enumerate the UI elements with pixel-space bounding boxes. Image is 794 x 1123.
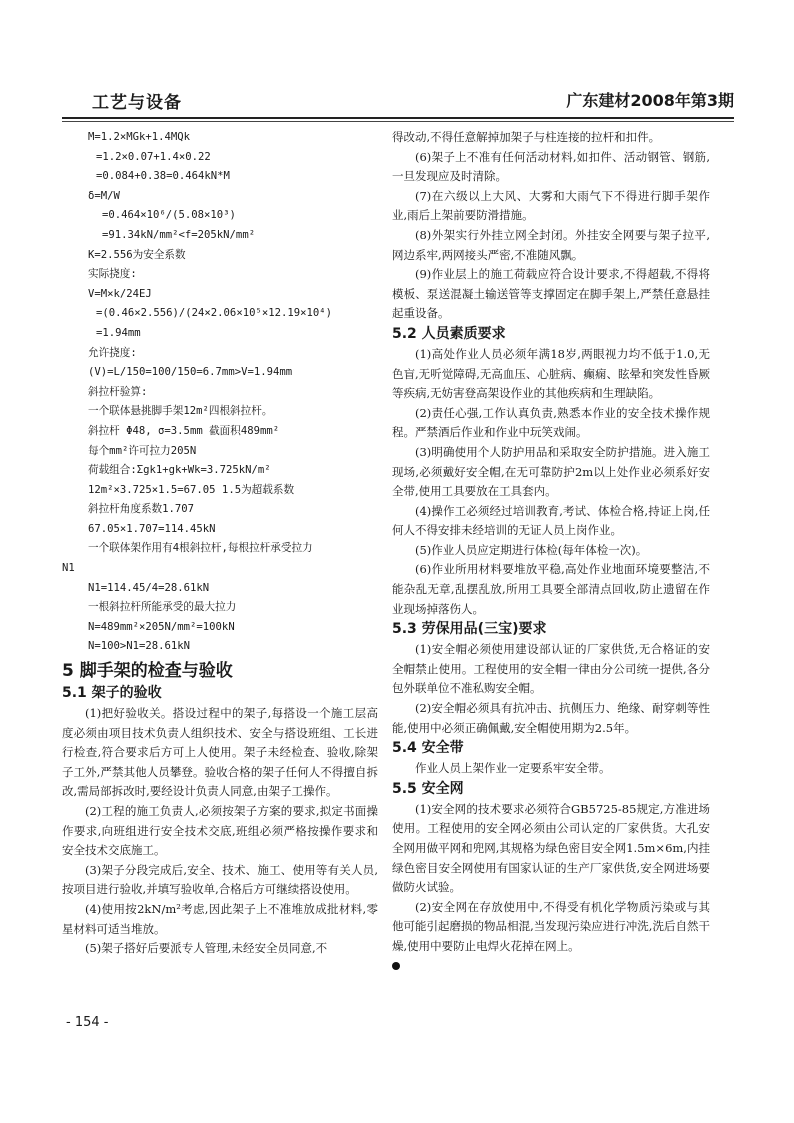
subsection-heading: 5.4 安全带	[392, 740, 464, 757]
calc-line: K=2.556为安全系数	[88, 248, 186, 261]
header-rule	[62, 117, 734, 119]
calc-line: N=100>N1=28.61kN	[88, 640, 191, 653]
calc-line: 一个联体悬挑脚手架12m²四根斜拉杆。	[88, 405, 273, 418]
calc-line: 斜拉杆 Φ48, σ=3.5mm 截面积489mm²	[88, 424, 280, 437]
page-number: - 154 -	[66, 1015, 109, 1030]
subsection-heading: 5.3 劳保用品(三宝)要求	[392, 621, 547, 638]
calc-line: 荷载组合:Σgk1+gk+Wk=3.725kN/m²	[88, 464, 271, 477]
calc-line: =0.464×10⁶/(5.08×10³)	[102, 209, 236, 222]
calc-line: 实际挠度:	[88, 268, 137, 281]
calc-line: 每个mm²许可拉力205N	[88, 444, 197, 457]
subsection-heading: 5.2 人员素质要求	[392, 325, 506, 342]
paragraph-continued: 得改动,不得任意解掉加架子与柱连接的拉杆和扣件。	[392, 130, 661, 144]
calc-line: (V)=L/150=100/150=6.7mm>V=1.94mm	[88, 366, 293, 379]
calc-line: 12m²×3.725×1.5=67.05 1.5为超载系数	[88, 483, 295, 496]
calc-line: 67.05×1.707=114.45kN	[88, 522, 216, 535]
calc-line: 斜拉杆验算:	[88, 385, 148, 398]
subsection-heading: 5.1 架子的验收	[62, 685, 162, 702]
calc-line: N1=114.45/4=28.61kN	[88, 581, 210, 594]
paragraph: (5)作业人员应定期进行体检(每年体检一次)。	[415, 542, 648, 557]
paragraph: (1)把好验收关。搭设过程中的架子,每搭设一个施工层高度必须由项目技术负责人组织技术、安全与搭设班组、工长进行检查,符合要求后方可上人使用。架子未经检查、验收,除架子工外,严禁其他人员攀登。验收合格的架子任何人不得擅自拆改,需局部拆改时,要经设计负责人同意,由架子工操作。	[62, 706, 378, 799]
subsection-heading: 5.5 安全网	[392, 780, 464, 797]
paragraph: (7)在六级以上大风、大雾和大雨气下不得进行脚手架作业,雨后上架前要防滑措施。	[392, 188, 710, 223]
paragraph: (6)架子上不准有任何活动材料,如扣件、活动钢管、钢筋,一旦发现应及时清除。	[392, 149, 710, 184]
calculation-block	[62, 128, 378, 657]
paragraph: (5)架子搭好后要派专人管理,未经安全员同意,不	[85, 941, 328, 956]
paragraph: (2)责任心强,工作认真负责,熟悉本作业的安全技术操作规程。严禁酒后作业和作业中玩笑戏闹。	[392, 405, 710, 440]
right-column	[392, 128, 710, 976]
calc-line: =0.084+0.38=0.464kN*M	[96, 170, 230, 183]
running-header	[62, 88, 734, 116]
section-heading: 5 脚手架的检查与验收	[62, 661, 233, 682]
paragraph: (9)作业层上的施工荷载应符合设计要求,不得超载,不得将模板、泵送混凝土输送管等支撑固定在脚手架上,严禁任意悬挂起重设备。	[392, 267, 710, 321]
left-column	[62, 128, 378, 959]
calc-line: 一个联体架作用有4根斜拉杆,每根拉杆承受拉力	[88, 542, 313, 555]
paragraph: (4)操作工必须经过培训教育,考试、体检合格,持证上岗,任何人不得安排未经培训的无证人员上岗作业。	[392, 503, 710, 538]
calc-line: =(0.46×2.556)/(24×2.06×10⁵×12.19×10⁴)	[96, 307, 332, 320]
calc-line: =91.34kN/mm²<f=205kN/mm²	[102, 228, 256, 241]
calc-line: =1.94mm	[96, 326, 141, 339]
calc-line: 一根斜拉杆所能承受的最大拉力	[88, 601, 237, 614]
paragraph: (2)工程的施工负责人,必须按架子方案的要求,拟定书面操作要求,向班组进行安全技术交底,班组必须严格按操作要求和安全技术交底施工。	[62, 804, 378, 858]
paragraph: (2)安全网在存放使用中,不得受有机化学物质污染或与其他可能引起磨损的物品相混,当发现污染应进行冲洗,洗后自然干燥,使用中要防止电焊火花掉在网上。	[392, 899, 710, 953]
paragraph: (2)安全帽必须具有抗冲击、抗侧压力、绝缘、耐穿刺等性能,使用中必须正确佩戴,安全帽使用期为2.5年。	[392, 701, 710, 735]
calc-line: =1.2×0.07+1.4×0.22	[96, 150, 211, 163]
calc-line: V=M×k/24EJ	[88, 287, 152, 300]
header-section-title: 工艺与设备	[92, 93, 182, 113]
calc-line: N=489mm²×205N/mm²=100kN	[88, 620, 235, 633]
paragraph: (4)使用按2kN/m²考虑,因此架子上不准堆放成批材料,零星材料可适当堆放。	[62, 901, 378, 936]
paragraph: (1)安全网的技术要求必须符合GB5725-85规定,方准进场使用。工程使用的安全网必须由公司认定的厂家供货。大孔安全网用做平网和兜网,其规格为绿色密目安全网1.5m×6m,内挂绿色密目安全网使用有国家认证的生产厂家供货,安全网进场要做防火试验。	[392, 801, 710, 895]
paragraph: (3)明确使用个人防护用品和采取安全防护措施。进入施工现场,必须戴好安全帽,在无可靠防护2m以上处作业必须系好安全带,使用工具要放在工具套内。	[392, 444, 710, 499]
calc-line: δ=M/W	[88, 189, 120, 202]
paragraph: (1)高处作业人员必须年满18岁,两眼视力均不低于1.0,无色盲,无听觉障碍,无高血压、心脏病、癫痫、眩晕和突发性昏厥等疾病,无妨害登高架设作业的其他疾病和生理缺陷。	[392, 346, 710, 401]
paragraph: 作业人员上架作业一定要系牢安全带。	[415, 761, 611, 776]
calc-line: N1	[62, 562, 75, 575]
paragraph: (1)安全帽必须使用建设部认证的厂家供货,无合格证的安全帽禁止使用。工程使用的安全帽一律由分公司统一提供,各分包外联单位不准私购安全帽。	[392, 642, 710, 696]
paragraph: (3)架子分段完成后,安全、技术、施工、使用等有关人员,按项目进行验收,并填写验收单,合格后方可继续搭设使用。	[62, 862, 378, 897]
paragraph: (8)外架实行外挂立网全封闭。外挂安全网要与架子拉平,网边系牢,两网接头严密,不准随风飘。	[392, 227, 710, 262]
header-rule-thin	[62, 121, 734, 122]
end-of-article-mark	[392, 962, 400, 970]
calc-line: 斜拉杆角度系数1.707	[88, 503, 195, 516]
paragraph: (6)作业所用材料要堆放平稳,高处作业地面环境要整洁,不能杂乱无章,乱摆乱放,所用工具要全部清点回收,防止遗留在作业现场掉落伤人。	[392, 562, 710, 616]
calc-line: M=1.2×MGk+1.4MQk	[88, 131, 191, 143]
calc-line: 允许挠度:	[88, 346, 137, 359]
header-journal-issue: 广东建材2008年第3期	[566, 91, 734, 110]
